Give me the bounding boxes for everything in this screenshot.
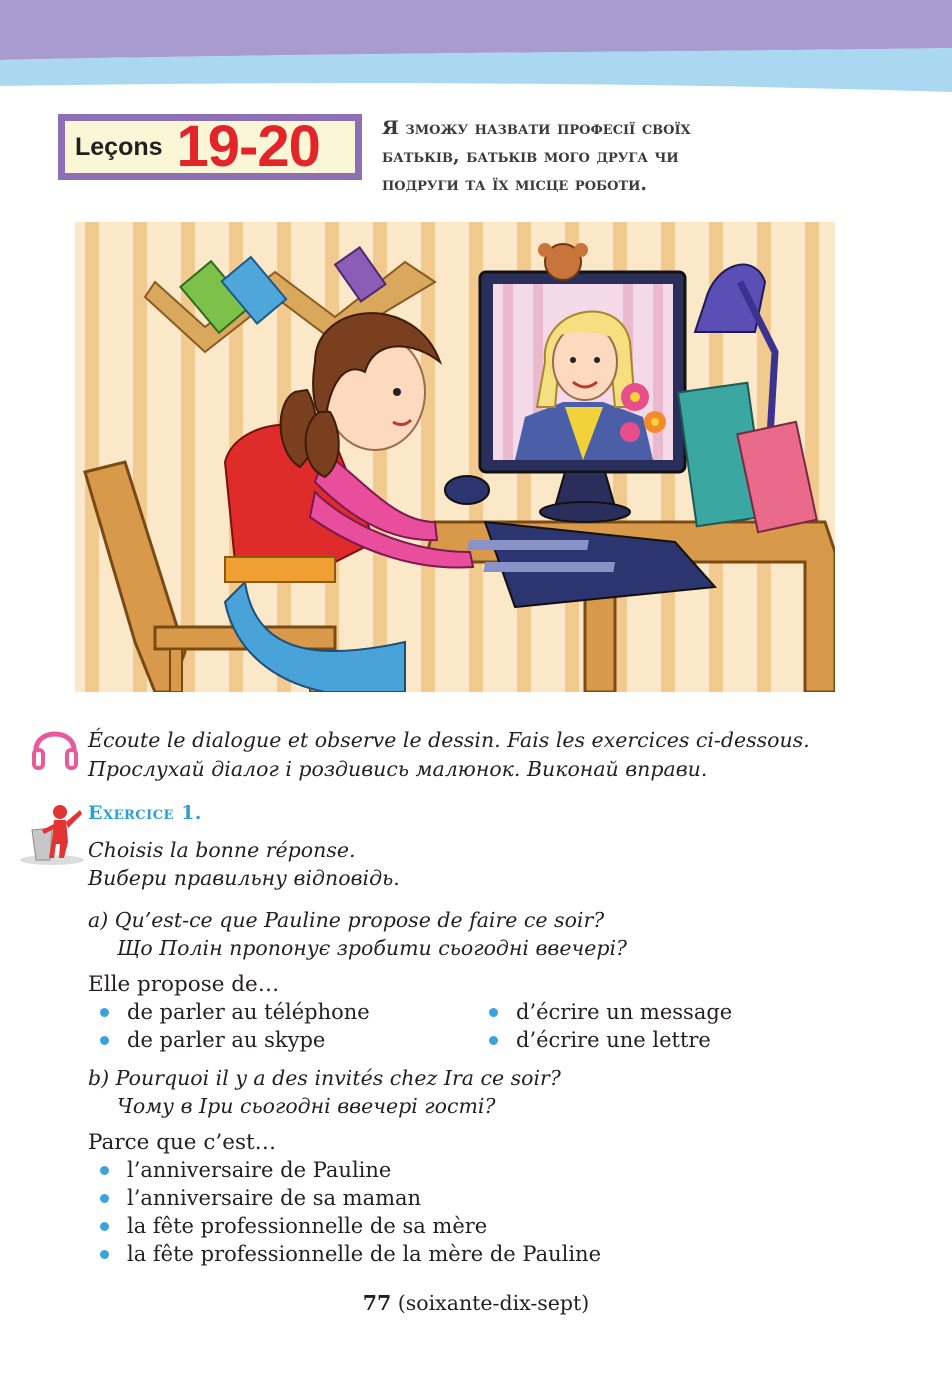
page-number-words: (soixante-dix-sept) (397, 1291, 590, 1315)
answer-b-stem: Parce que c’est… (88, 1130, 277, 1155)
bullet-dot (100, 1036, 109, 1045)
bullet-dot (100, 1008, 109, 1017)
bullet-dot (100, 1166, 109, 1175)
question-a-ukrainian: Що Полін пропонує зробити сьогодні ввечері? (117, 936, 628, 960)
option-text: la fête professionnelle de sa mère (127, 1214, 488, 1238)
question-b-french: b) Pourquoi il y a des invités chez Ira ce soir? (88, 1066, 561, 1090)
instruction-ukrainian: Прослухай діалог і роздивись малюнок. Виконай вправи. (88, 757, 708, 781)
objective-line: подруги та їх місце роботи. (382, 173, 648, 195)
option-a-2 (100, 1028, 325, 1052)
objective-line: батьків, батьків мого друга чи (382, 145, 679, 167)
option-text: la fête professionnelle de la mère de Pauline (127, 1242, 602, 1266)
option-b-1 (100, 1158, 391, 1182)
headphones-icon (30, 718, 80, 774)
page-number: 77 (362, 1291, 392, 1315)
bullet-dot (489, 1008, 498, 1017)
exercise-title: Exercice 1. (88, 802, 202, 824)
option-a-3 (489, 1000, 732, 1024)
girl-at-computer-illustration (75, 222, 835, 692)
option-text: d’écrire un message (516, 1000, 733, 1024)
lesson-badge (58, 114, 362, 180)
lesson-objective (382, 114, 802, 198)
exercise-task-ukrainian: Вибери правильну відповідь. (88, 866, 400, 890)
option-text: de parler au téléphone (127, 1000, 370, 1024)
option-b-3 (100, 1214, 487, 1238)
exercise-task-french: Choisis la bonne réponse. (88, 838, 356, 862)
option-a-4 (489, 1028, 711, 1052)
top-decorative-band (0, 0, 952, 95)
bullet-dot (489, 1036, 498, 1045)
option-a-1 (100, 1000, 370, 1024)
page-footer (0, 1291, 952, 1315)
option-text: de parler au skype (127, 1028, 326, 1052)
speaker-icon (18, 800, 86, 866)
bullet-dot (100, 1194, 109, 1203)
option-text: d’écrire une lettre (516, 1028, 711, 1052)
answer-a-stem: Elle propose de… (88, 972, 280, 997)
question-a-french: a) Qu’est-ce que Pauline propose de faire ce soir? (88, 908, 605, 932)
bullet-dot (100, 1250, 109, 1259)
option-text: l’anniversaire de sa maman (127, 1186, 422, 1210)
instruction-french: Écoute le dialogue et observe le dessin. Fais les exercices ci-dessous. (88, 728, 810, 752)
bullet-dot (100, 1222, 109, 1231)
option-text: l’anniversaire de Pauline (127, 1158, 392, 1182)
objective-line: Я зможу назвати професії своїх (382, 117, 691, 139)
lesson-word: Leçons (75, 132, 163, 161)
option-b-4 (100, 1242, 601, 1266)
option-b-2 (100, 1186, 421, 1210)
lesson-numbers: 19-20 (176, 114, 320, 179)
question-b-ukrainian: Чому в Іри сьогодні ввечері гості? (117, 1094, 496, 1118)
